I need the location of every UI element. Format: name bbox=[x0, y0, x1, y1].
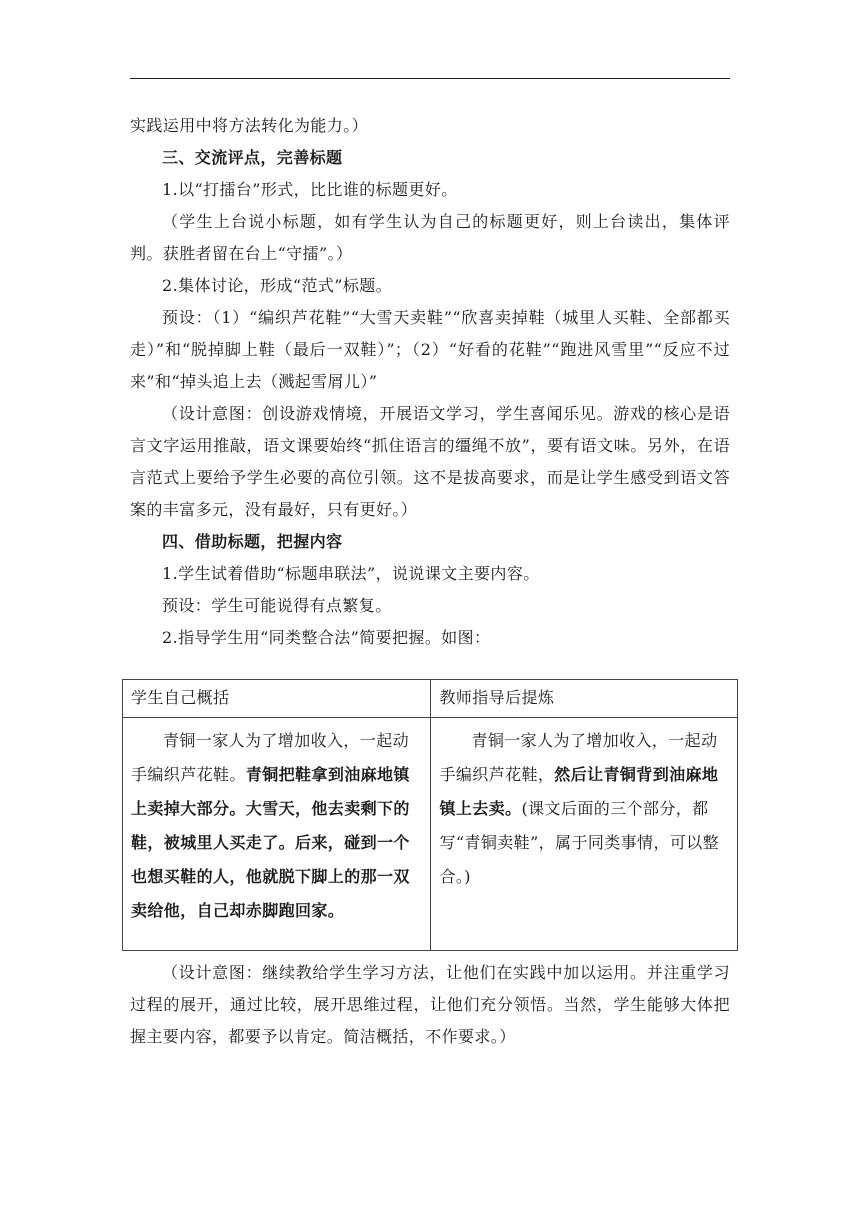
student-summary-bold: 青铜把鞋拿到油麻地镇上卖掉大部分。大雪天，他去卖剩下的鞋，被城里人买走了。后来，碰到一个也想买鞋的人，他就脱下脚上的那一双卖给他，自己却赤脚跑回家。 bbox=[131, 765, 410, 920]
section-3-design-intent: （设计意图：创设游戏情境，开展语文学习，学生喜闻乐见。游戏的核心是语言文字运用推敲，语文课要始终“抓住语言的缰绳不放”，要有语文味。另外，在语言范式上要给予学生必要的高位引领。这不是拔高要求，而是让学生感受到语文答案的丰富多元，没有最好，只有更好。） bbox=[130, 404, 730, 519]
table-cell-student-summary bbox=[123, 718, 431, 951]
section-3-step-2: 2.集体讨论，形成“范式”标题。 bbox=[162, 276, 393, 295]
teacher-summary-note: (课文后面的三个部分，都写“青铜卖鞋”，属于同类事情，可以整合。) bbox=[439, 799, 720, 886]
comparison-table bbox=[122, 679, 738, 951]
section-3-note-1: （学生上台说小标题，如有学生认为自己的标题更好，则上台读出，集体评判。获胜者留在台上“守擂”。） bbox=[130, 212, 730, 263]
section-3-step-1: 1.以“打擂台”形式，比比谁的标题更好。 bbox=[162, 180, 458, 199]
closing-design-intent: （设计意图：继续教给学生学习方法，让他们在实践中加以运用。并注重学习过程的展开，通过比较，展开思维过程，让他们充分领悟。当然，学生能够大体把握主要内容，都要予以肯定。简洁概括，不作要求。） bbox=[130, 963, 730, 1046]
section-4-step-2: 2.指导学生用“同类整合法”简要把握。如图： bbox=[162, 628, 491, 647]
table-header-student: 学生自己概括 bbox=[123, 680, 431, 718]
student-summary-plain: 青铜一家人为了增加收入，一起动手编织芦花鞋。 bbox=[131, 731, 410, 784]
table-header-teacher: 教师指导后提炼 bbox=[431, 680, 738, 718]
table-cell-teacher-summary bbox=[431, 718, 738, 951]
table-header-row bbox=[123, 680, 738, 718]
header-rule bbox=[130, 78, 730, 79]
teacher-summary-plain: 青铜一家人为了增加收入，一起动手编织芦花鞋， bbox=[439, 731, 718, 784]
teacher-summary-bold: 然后让青铜背到油麻地镇上去卖。 bbox=[439, 765, 719, 818]
section-4-preset: 预设：学生可能说得有点繁复。 bbox=[162, 596, 392, 615]
section-3-heading: 三、交流评点，完善标题 bbox=[162, 148, 343, 167]
section-4-heading: 四、借助标题，把握内容 bbox=[162, 532, 343, 551]
document-body bbox=[130, 110, 730, 654]
section-3-preset: 预设：（1）“编织芦花鞋”“大雪天卖鞋”“欣喜卖掉鞋（城里人买鞋、全部都买走）”和“脱掉脚上鞋（最后一双鞋）”；（2）“好看的花鞋”“跑进风雪里”“反应不过来”和“掉头追上去（溅起雪屑儿）” bbox=[130, 308, 730, 391]
section-4-step-1: 1.学生试着借助“标题串联法”，说说课文主要内容。 bbox=[162, 564, 540, 583]
continuation-text: 实践运用中将方法转化为能力。） bbox=[130, 116, 369, 135]
table-row bbox=[123, 718, 738, 951]
